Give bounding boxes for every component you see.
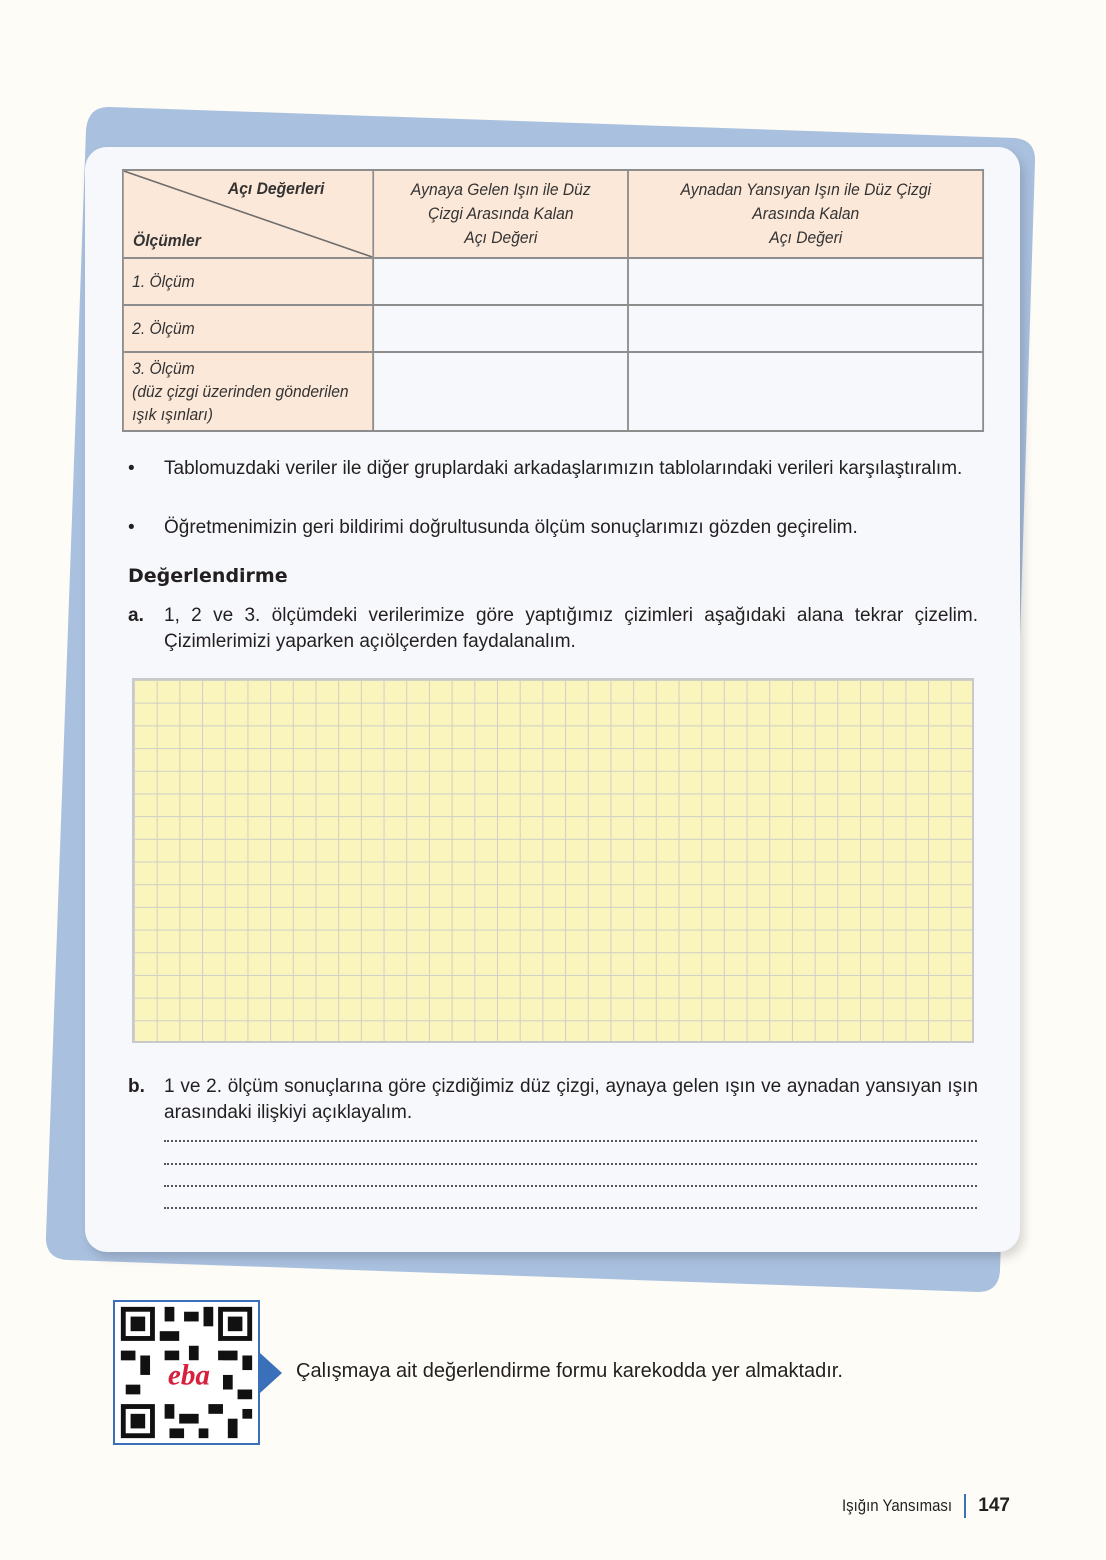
qr-code-pattern-icon (115, 1302, 258, 1443)
table-row (123, 352, 983, 431)
table-cell[interactable] (373, 305, 628, 352)
drawing-grid[interactable] (132, 678, 974, 1043)
section-title: Değerlendirme (128, 565, 288, 587)
header-incident-angle: Aynaya Gelen Işın ile Düz Çizgi Arasında Kalan Açı Değeri (373, 170, 628, 258)
answer-line[interactable] (164, 1207, 977, 1209)
table-cell[interactable] (628, 352, 983, 431)
table-cell[interactable] (628, 305, 983, 352)
measurement-table (122, 169, 984, 432)
answer-line[interactable] (164, 1185, 977, 1187)
answer-line[interactable] (164, 1140, 977, 1142)
question-b: b. 1 ve 2. ölçüm sonuçlarına göre çizdiğimiz düz çizgi, aynaya gelen ışın ve aynadan yansıyan ışın arasındaki ilişkiyi açıklayalım. (128, 1076, 978, 1123)
question-a: a. 1, 2 ve 3. ölçümdeki verilerimize göre yaptığımız çizimleri aşağıdaki alana tekrar çizelim. Çizimlerimizi yaparken açıölçerden faydalanalım. (128, 605, 978, 652)
answer-line[interactable] (164, 1163, 977, 1165)
corner-top-label: Açı Değerleri (227, 179, 325, 198)
eba-logo: eba (167, 1359, 210, 1392)
bullet-item: • Tablomuzdaki veriler ile diğer gruplardaki arkadaşlarımızın tablolarındaki verileri karşılaştıralım. (128, 458, 963, 479)
bullet-item: • Öğretmenimizin geri bildirimi doğrultusunda ölçüm sonuçlarımızı gözden geçirelim. (128, 517, 858, 538)
corner-header-cell (124, 171, 372, 257)
table-cell[interactable] (373, 352, 628, 431)
table-cell[interactable] (373, 258, 628, 305)
row-label: 2. Ölçüm (123, 305, 373, 352)
page-footer (827, 1494, 1010, 1518)
table-row (123, 305, 983, 352)
header-reflected-angle: Aynadan Yansıyan Işın ile Düz Çizgi Arasında Kalan Açı Değeri (628, 170, 983, 258)
arrow-right-icon (260, 1353, 282, 1393)
qr-caption: Çalışmaya ait değerlendirme formu karekodda yer almaktadır. (296, 1360, 843, 1382)
row-label: 3. Ölçüm (düz çizgi üzerinden gönderilen ışık ışınları) (123, 352, 373, 431)
qr-code[interactable] (113, 1300, 260, 1445)
table-cell[interactable] (628, 258, 983, 305)
footer-divider (964, 1494, 966, 1518)
table-row (123, 258, 983, 305)
row-label: 1. Ölçüm (123, 258, 373, 305)
page-number: 147 (978, 1495, 1010, 1516)
corner-bottom-label: Ölçümler (133, 231, 201, 250)
section-name: Işığın Yansıması (842, 1496, 953, 1515)
